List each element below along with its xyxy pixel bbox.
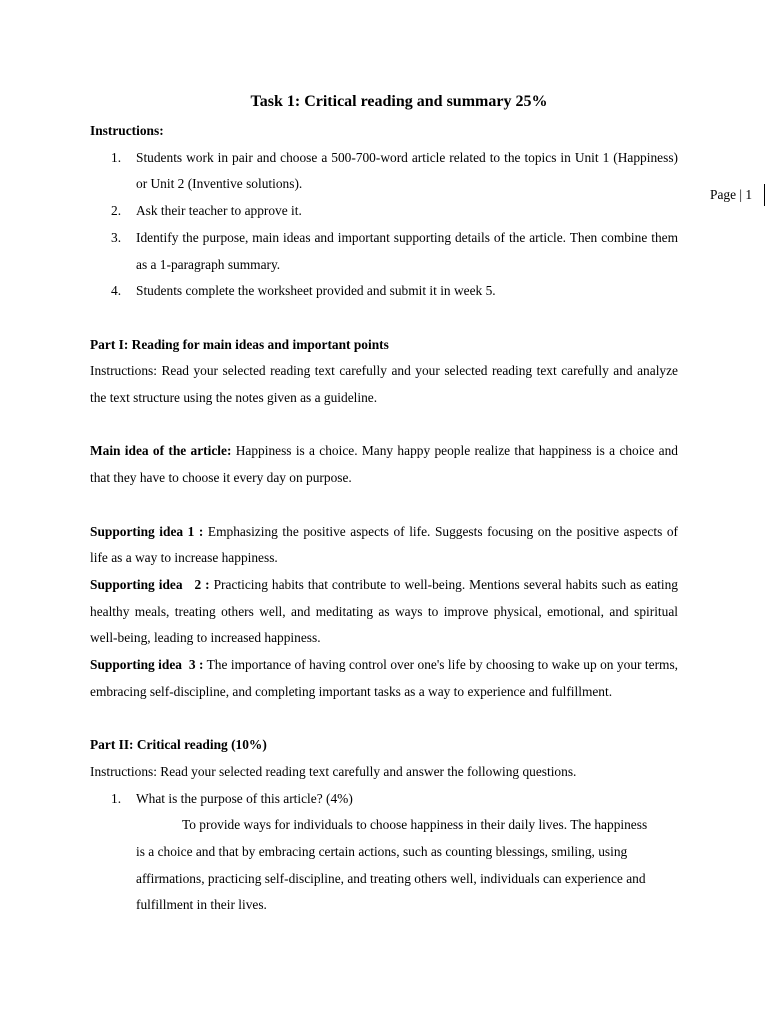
- list-item-number: 1.: [111, 149, 122, 165]
- list-item-text: Students work in pair and choose a 500-700-word article related to the topics in Unit 1 (Happiness) or Unit 2 (Inventive solutions).: [136, 149, 678, 192]
- supporting-idea-text: Practicing habits that contribute to well-being. Mentions several habits such as eating healthy meals, treating others well, and meditating as ways to improve physical, emotional, and spiritual well-being, leading to increased happiness.: [90, 576, 678, 646]
- list-item-text: Ask their teacher to approve it.: [136, 203, 302, 219]
- answer-text: To provide ways for individuals to choose happiness in their daily lives. The happiness is a choice and that by embracing certain actions, such as counting blessings, smiling, using affirmations, practicing self-discipline, and treating others well, individuals can experience and fulfillment in their lives.: [136, 817, 648, 913]
- list-item: [90, 198, 678, 225]
- supporting-idea-1: [90, 519, 678, 572]
- list-item: [90, 225, 678, 278]
- list-item: [90, 278, 678, 305]
- list-item-number: 3.: [111, 229, 122, 245]
- list-item: [90, 145, 678, 198]
- supporting-idea-label: Supporting idea 1 :: [90, 523, 204, 539]
- question-number: 1.: [111, 790, 122, 806]
- supporting-idea-text: The importance of having control over one's life by choosing to wake up on your terms, embracing self-discipline, and completing important tasks as a way to experience and fulfillment.: [90, 657, 678, 699]
- document-title: Task 1: Critical reading and summary 25%: [250, 93, 548, 110]
- supporting-idea-2: [90, 572, 678, 652]
- question-item: [90, 786, 678, 813]
- main-idea-paragraph: [90, 438, 678, 491]
- main-idea-label: Main idea of the article:: [90, 443, 232, 459]
- supporting-idea-text: Emphasizing the positive aspects of life. Suggests focusing on the positive aspects of life as a way to increase happiness.: [90, 523, 678, 566]
- list-item-number: 2.: [111, 203, 122, 219]
- part1-instructions: Instructions: Read your selected reading text carefully and your selected reading text carefully and analyze the text structure using the notes given as a guideline.: [90, 363, 678, 406]
- part2-heading: Part II: Critical reading (10%): [90, 737, 267, 753]
- part1-heading: Part I: Reading for main ideas and important points: [90, 336, 389, 352]
- question-text: What is the purpose of this article? (4%): [136, 790, 353, 806]
- page-number-label: Page | 1: [710, 187, 753, 202]
- document-body: [90, 92, 678, 919]
- question-answer: [136, 812, 656, 919]
- supporting-idea-label: Supporting idea 3 :: [90, 657, 204, 673]
- supporting-idea-3: [90, 652, 678, 705]
- list-item-number: 4.: [111, 283, 122, 299]
- list-item-text: Students complete the worksheet provided and submit it in week 5.: [136, 283, 496, 299]
- instructions-heading: Instructions:: [90, 123, 164, 138]
- supporting-idea-label: Supporting idea 2 :: [90, 576, 210, 592]
- list-item-text: Identify the purpose, main ideas and important supporting details of the article. Then combine them as a 1-paragraph summary.: [136, 229, 678, 272]
- page-number-divider: [764, 184, 765, 206]
- main-idea-text: Happiness is a choice. Many happy people realize that happiness is a choice and that they have to choose it every day on purpose.: [90, 443, 678, 486]
- part2-instructions: Instructions: Read your selected reading text carefully and answer the following questions.: [90, 763, 577, 779]
- instructions-list: [90, 145, 678, 305]
